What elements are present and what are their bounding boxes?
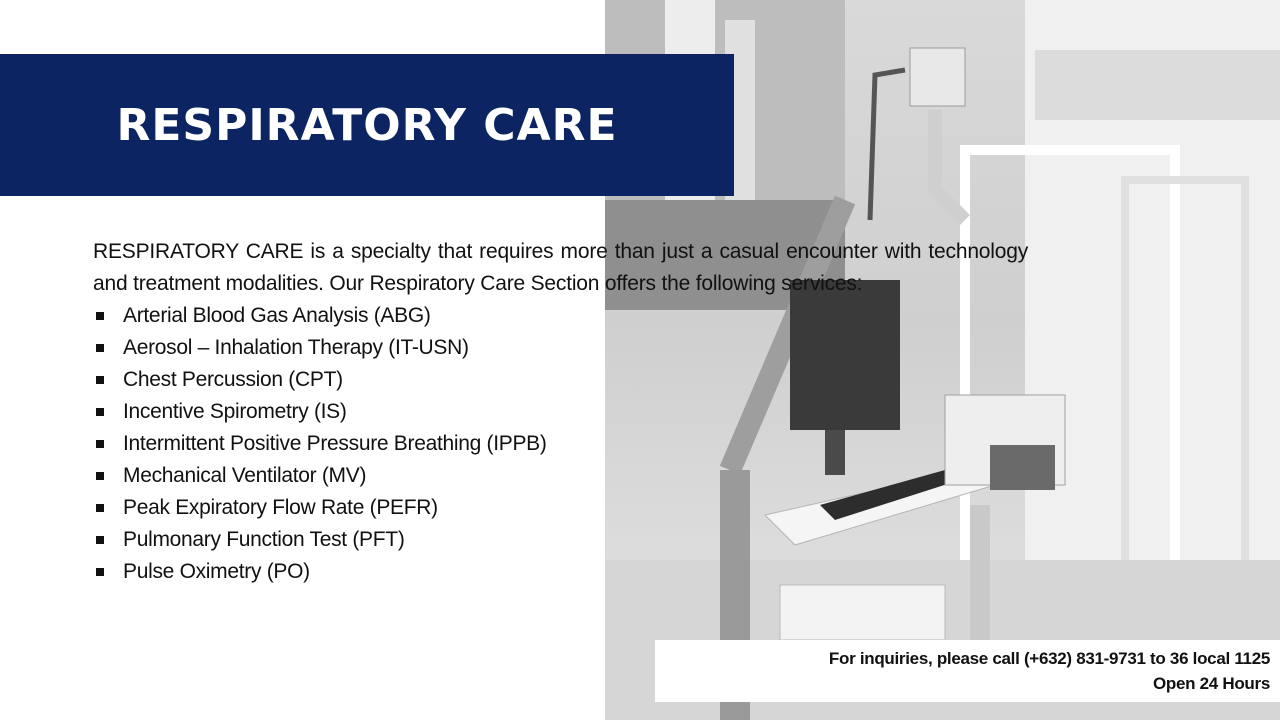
bullet-icon (96, 568, 104, 576)
printer (780, 585, 945, 640)
bullet-icon (96, 312, 104, 320)
bullet-icon (96, 472, 104, 480)
services-list (93, 300, 547, 588)
list-item (93, 524, 547, 556)
intro-paragraph: RESPIRATORY CARE is a specialty that requires more than just a casual encounter with technology and treatment modalities. Our Respiratory Care Section offers the following services: (93, 240, 1028, 295)
bullet-icon (96, 536, 104, 544)
service-label: Pulmonary Function Test (PFT) (123, 528, 405, 551)
monitor-stand (825, 430, 845, 475)
service-label: Arterial Blood Gas Analysis (ABG) (123, 304, 431, 327)
arm-cable (870, 70, 905, 220)
contact-phone: For inquiries, please call (+632) 831-9731 to 36 local 1125 (828, 649, 1270, 668)
service-label: Aerosol – Inhalation Therapy (IT-USN) (123, 336, 469, 359)
bullet-icon (96, 376, 104, 384)
bullet-icon (96, 440, 104, 448)
page-title: RESPIRATORY CARE (116, 99, 618, 151)
contact-box (655, 640, 1280, 702)
sensor-head (910, 48, 965, 106)
list-item (93, 428, 547, 460)
service-label: Incentive Spirometry (IS) (123, 400, 347, 423)
list-item (93, 492, 547, 524)
bullet-icon (96, 344, 104, 352)
list-item (93, 364, 547, 396)
list-item (93, 460, 547, 492)
service-label: Mechanical Ventilator (MV) (123, 464, 367, 487)
list-item (93, 332, 547, 364)
bullet-icon (96, 504, 104, 512)
title-banner (0, 54, 734, 196)
service-label: Pulse Oximetry (PO) (123, 560, 310, 583)
service-label: Peak Expiratory Flow Rate (PEFR) (123, 496, 438, 519)
monitor (790, 280, 900, 430)
device-display (990, 445, 1055, 490)
list-item (93, 300, 547, 332)
service-label: Intermittent Positive Pressure Breathing (IPPB) (123, 432, 547, 455)
list-item (93, 556, 547, 588)
service-label: Chest Percussion (CPT) (123, 368, 343, 391)
bullet-icon (96, 408, 104, 416)
stand-post (970, 505, 990, 655)
list-item (93, 396, 547, 428)
curtain-valance (1035, 50, 1280, 120)
contact-hours: Open 24 Hours (1152, 674, 1270, 693)
